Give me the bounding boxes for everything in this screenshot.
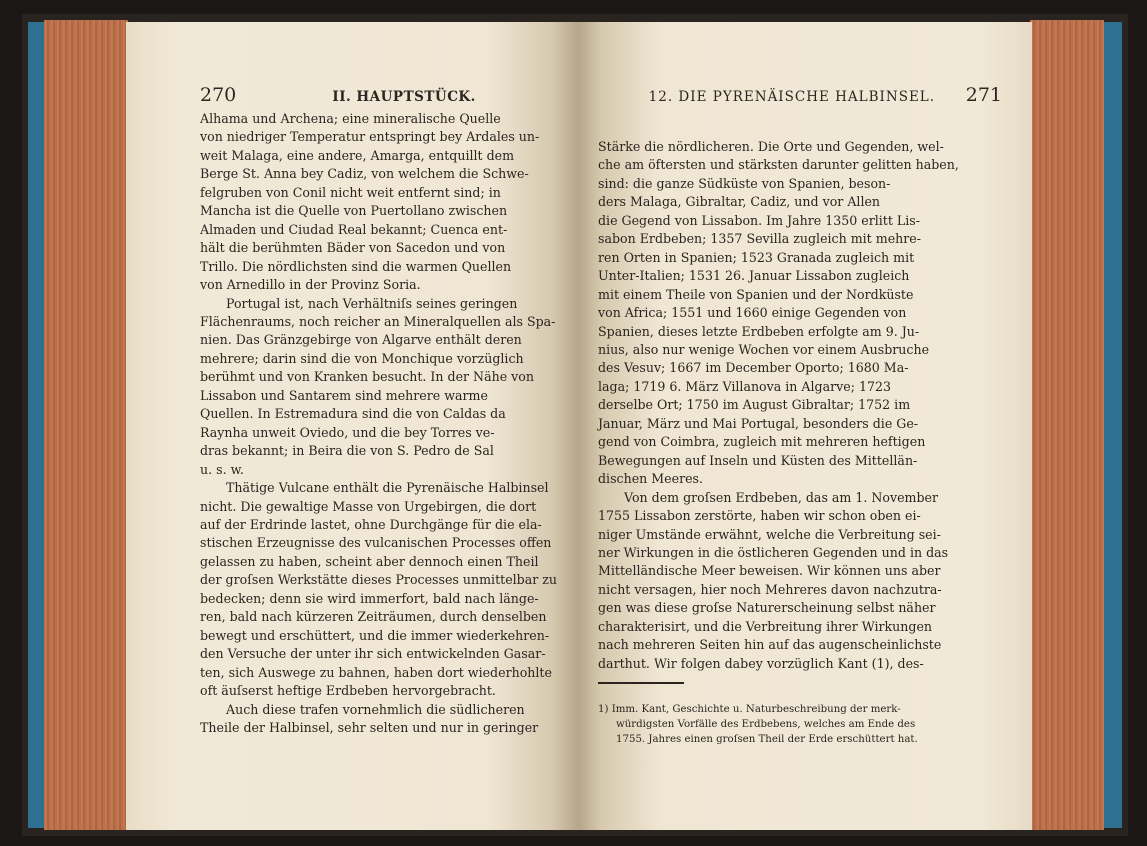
text-line: ren, bald nach kürzeren Zeiträumen, durch denselben	[200, 609, 547, 625]
text-line: berühmt und von Kranken besucht. In der Nähe von	[200, 369, 534, 385]
text-line: Thätige Vulcane enthält die Pyrenäische Halbinsel	[226, 480, 549, 496]
left-page	[126, 22, 578, 830]
text-line: ren Orten in Spanien; 1523 Granada zugleich mit	[598, 249, 915, 265]
text-line: von Arnedillo in der Provinz Soria.	[200, 277, 421, 293]
text-line: Unter-Italien; 1531 26. Januar Lissabon zugleich	[598, 268, 910, 284]
text-line: Bewegungen auf Inseln und Küsten des Mittellän-	[598, 452, 918, 468]
text-line: 1755 Lissabon zerstörte, haben wir schon oben ei-	[598, 508, 921, 524]
footnote	[598, 702, 998, 747]
footnote-line: würdigsten Vorfälle des Erdbebens, welches am Ende des	[616, 719, 916, 730]
text-line: gelassen zu haben, scheint aber dennoch einen Theil	[200, 553, 539, 569]
text-line: Alhama und Archena; eine mineralische Quelle	[200, 111, 501, 126]
text-line: Almaden und Ciudad Real bekannt; Cuenca ent-	[200, 221, 508, 237]
text-line: gend von Coimbra, zugleich mit mehreren heftigen	[598, 434, 926, 450]
text-line: des Vesuv; 1667 im December Oporto; 1680 Ma-	[598, 360, 909, 376]
right-body-text	[598, 138, 1010, 673]
page-block-right	[1030, 20, 1104, 830]
left-chapter-title: II. HAUPTSTÜCK.	[332, 89, 476, 105]
text-line: Trillo. Die nördlichsten sind die warmen Quellen	[200, 258, 512, 274]
text-line: Spanien, dieses letzte Erdbeben erfolgte am 9. Ju-	[598, 323, 920, 339]
text-line: die Gegend von Lissabon. Im Jahre 1350 erlitt Lis-	[598, 212, 921, 228]
text-line: den Versuche der unter ihr sich entwickelnden Gasar-	[200, 646, 546, 662]
text-line: darthut. Wir folgen dabey vorzüglich Kant (1), des-	[598, 655, 924, 671]
right-running-head	[598, 84, 1002, 112]
text-line: sind: die ganze Südküste von Spanien, beson-	[598, 175, 891, 191]
text-line: dischen Meeres.	[598, 471, 704, 487]
text-line: auf der Erdrinde lastet, ohne Durchgänge für die ela-	[200, 516, 542, 532]
text-line: dras bekannt; in Beira die von S. Pedro de Sal	[200, 443, 494, 459]
text-line: niger Umstände erwähnt, welche die Verbreitung sei-	[598, 526, 941, 542]
text-line: mehrere; darin sind die von Monchique vorzüglich	[200, 350, 524, 366]
left-body-text	[200, 110, 578, 737]
text-line: nicht versagen, hier noch Mehreres davon nachzutra-	[598, 581, 942, 597]
text-line: Quellen. In Estremadura sind die von Caldas da	[200, 406, 506, 422]
text-line: bedecken; denn sie wird immerfort, bald nach länge-	[200, 590, 539, 606]
page-block-left	[44, 20, 128, 830]
text-line: oft äuſserst heftige Erdbeben hervorgebracht.	[200, 683, 496, 699]
right-chapter-title: 12. DIE PYRENÄISCHE HALBINSEL.	[648, 89, 936, 105]
text-line: Flächenraums, noch reicher an Mineralquellen als Spa-	[200, 313, 556, 329]
text-line: u. s. w.	[200, 461, 244, 477]
text-line: nicht. Die gewaltige Masse von Urgebirgen, die dort	[200, 498, 537, 514]
text-line: Lissabon und Santarem sind mehrere warme	[200, 387, 488, 403]
footnote-line: 1) Imm. Kant, Geschichte u. Naturbeschreibung der merk-	[598, 704, 901, 715]
text-line: Von dem groſsen Erdbeben, das am 1. November	[624, 489, 939, 505]
book-edge-right	[1102, 22, 1122, 828]
text-line: Raynha unweit Oviedo, und die bey Torres ve-	[200, 424, 495, 440]
text-line: charakterisirt, und die Verbreitung ihrer Wirkungen	[598, 618, 933, 634]
text-line: sabon Erdbeben; 1357 Sevilla zugleich mit mehre-	[598, 231, 921, 247]
text-line: Portugal ist, nach Verhältniſs seines geringen	[226, 295, 518, 311]
text-line: Mittelländische Meer beweisen. Wir können uns aber	[598, 563, 941, 579]
text-line: nius, also nur wenige Wochen vor einem Ausbruche	[598, 341, 930, 357]
text-line: weit Malaga, eine andere, Amarga, entquillt dem	[200, 147, 515, 163]
text-line: stischen Erzeugnisse des vulcanischen Processes offen	[200, 535, 552, 551]
text-line: felgruben von Conil nicht weit entfernt sind; in	[200, 184, 501, 200]
text-line: gen was diese groſse Naturerscheinung selbst näher	[598, 600, 936, 616]
right-page-number: 271	[965, 84, 1002, 106]
text-line: Berge St. Anna bey Cadiz, von welchem die Schwe-	[200, 166, 529, 182]
text-line: ten, sich Auswege zu bahnen, haben dort wiederhohlte	[200, 664, 552, 680]
text-line: hält die berühmten Bäder von Sacedon und von	[200, 240, 506, 256]
text-line: derselbe Ort; 1750 im August Gibraltar; 1752 im	[598, 397, 911, 413]
text-line: Januar, März und Mai Portugal, besonders die Ge-	[598, 415, 919, 431]
text-line: mit einem Theile von Spanien und der Nordküste	[598, 286, 914, 302]
text-line: che am öftersten und stärksten darunter gelitten haben,	[598, 157, 959, 173]
text-line: der groſsen Werkstätte dieses Processes unmittelbar zu	[200, 572, 558, 588]
text-line: bewegt und erschüttert, und die immer wiederkehren-	[200, 627, 550, 643]
right-page	[578, 22, 1032, 830]
text-line: Auch diese trafen vornehmlich die südlicheren	[226, 701, 525, 717]
text-line: nach mehreren Seiten hin auf das augenscheinlichste	[598, 637, 942, 653]
text-line: Mancha ist die Quelle von Puertollano zwischen	[200, 203, 508, 219]
text-line: von niedriger Temperatur entspringt bey Ardales un-	[200, 129, 540, 145]
text-line: ders Malaga, Gibraltar, Cadiz, und vor Allen	[598, 194, 881, 210]
text-line: von Africa; 1551 und 1660 einige Gegenden von	[598, 305, 907, 321]
text-line: laga; 1719 6. März Villanova in Algarve; 1723	[598, 378, 891, 394]
left-running-head	[200, 84, 578, 112]
footnote-line: 1755. Jahres einen groſsen Theil der Erde erschüttert hat.	[616, 734, 918, 745]
text-line: Theile der Halbinsel, sehr selten und nur in geringer	[200, 719, 539, 735]
left-page-number: 270	[200, 84, 237, 106]
footnote-separator	[598, 682, 684, 684]
text-line: Stärke die nördlicheren. Die Orte und Gegenden, wel-	[598, 139, 944, 154]
text-line: ner Wirkungen in die östlicheren Gegenden und in das	[598, 544, 949, 560]
text-line: nien. Das Gränzgebirge von Algarve enthält deren	[200, 332, 522, 348]
